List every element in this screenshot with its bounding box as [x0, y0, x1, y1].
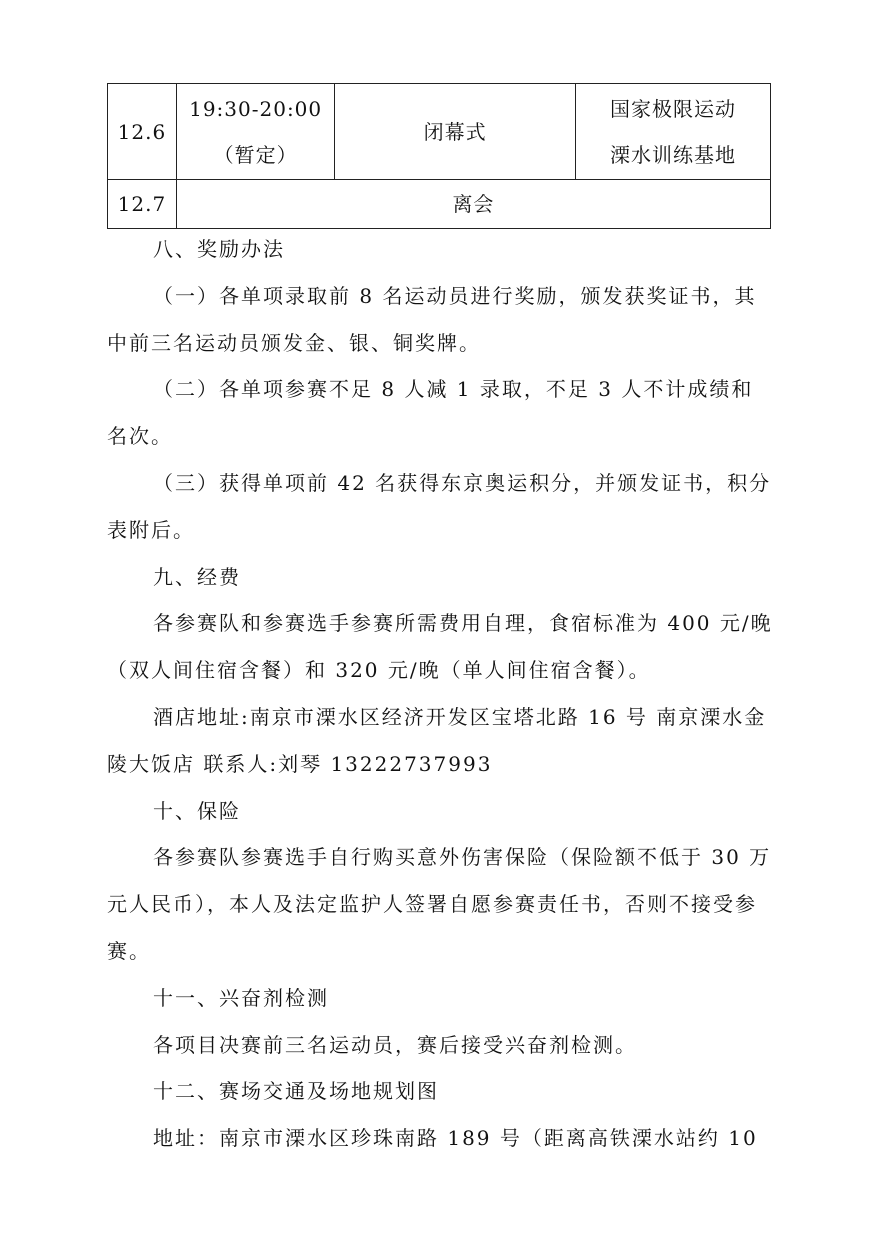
time-cell — [176, 84, 334, 180]
date-cell: 12.6 — [108, 84, 177, 180]
paragraph: 各参赛队和参赛选手参赛所需费用自理，食宿标准为 400 元/晚（双人间住宿含餐）和 320 元/晚（单人间住宿含餐）。 — [107, 611, 773, 683]
paragraph: （一）各单项录取前 8 名运动员进行奖励，颁发获奖证书，其中前三名运动员颁发金、银、铜奖牌。 — [107, 283, 757, 355]
paragraph: 各参赛队参赛选手自行购买意外伤害保险（保险额不低于 30 万元人民币），本人及法定监护人签署自愿参赛责任书，否则不接受参赛。 — [107, 845, 772, 963]
section-heading: 十二、赛场交通及场地规划图 — [153, 1079, 439, 1104]
place-line-1: 国家极限运动 — [610, 96, 736, 121]
date-cell: 12.7 — [108, 180, 177, 229]
section-heading: 十、保险 — [153, 798, 241, 823]
section-heading: 九、经费 — [153, 564, 241, 589]
section-heading: 八、奖励办法 — [153, 237, 285, 261]
event-cell: 离会 — [176, 180, 770, 229]
place-line-2: 溧水训练基地 — [610, 142, 736, 167]
paragraph: 地址：南京市溧水区珍珠南路 189 号（距离高铁溧水站约 10 — [153, 1126, 758, 1151]
paragraph: 酒店地址:南京市溧水区经济开发区宝塔北路 16 号 南京溧水金陵大饭店 联系人:刘琴 13222737993 — [107, 704, 767, 776]
place-cell — [576, 84, 771, 180]
table-row — [108, 180, 771, 229]
paragraph: 各项目决赛前三名运动员，赛后接受兴奋剂检测。 — [153, 1032, 637, 1057]
section-heading: 十一、兴奋剂检测 — [153, 985, 329, 1010]
table-row — [108, 84, 771, 180]
document-body — [107, 226, 775, 1162]
schedule-table — [107, 83, 771, 229]
time-text: 19:30-20:00 — [189, 96, 323, 121]
time-note: （暂定） — [213, 142, 298, 167]
paragraph: （二）各单项参赛不足 8 人减 1 录取，不足 3 人不计成绩和名次。 — [107, 377, 754, 449]
paragraph: （三）获得单项前 42 名获得东京奥运积分，并颁发证书，积分表附后。 — [107, 470, 772, 542]
event-cell: 闭幕式 — [335, 84, 576, 180]
